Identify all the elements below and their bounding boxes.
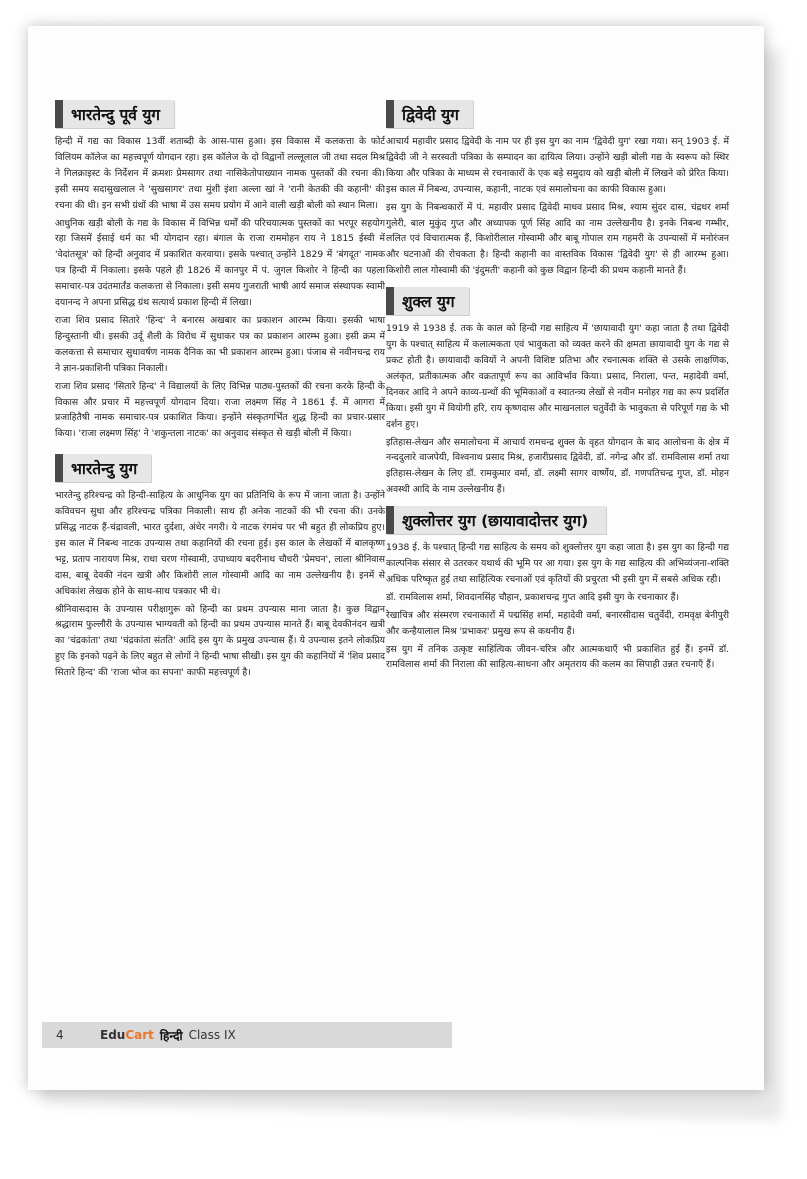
- paragraph: इस युग के निबन्धकारों में पं. महावीर प्रसाद द्विवेदी माधव प्रसाद मिश्र, श्याम सुंदर दास, चंद्रधर शर्मा गुलेरी, बाल मुकुंद गुप्त और अध्यापक पूर्ण सिंह आदि का नाम उल्लेखनीय है। इनके निबन्ध गम्भीर, ललित एवं विचारात्मक हैं, किशोरीलाल गोस्वामी और बाबू गोपाल राम गहमरी के उपन्यासों में मनोरंजन और घटनाओं की रोचकता है। हिन्दी कहानी का वास्तविक विकास 'द्विवेदी युग' से ही आरम्भ हुआ। किशोरी लाल गोस्वामी की 'इंदुमती' कहानी को कुछ विद्वान हिन्दी की प्रथम कहानी मानते हैं।: [386, 201, 729, 277]
- brand-part-b: Cart: [125, 1028, 154, 1042]
- section-heading-bhartendu: भारतेन्दु युग: [55, 454, 151, 482]
- paragraph: आधुनिक खड़ी बोली के गद्य के विकास में विभिन्न धर्मों की परिचयात्मक पुस्तकों का भरपूर सहयोग रहा जिसमें ईसाई धर्म का भी योगदान रहा। बंगाल के राजा राममोहन राय ने 1815 ईस्वी में 'वेदांतसूत्र' को हिन्दी अनुवाद में प्रकाशित करवाया। इसके पश्चात् उन्होंने 1829 में 'बंगदूत' नामक पत्र हिन्दी में निकाला। इसके पहले ही 1826 में कानपुर में पं. जुगल किशोर ने हिन्दी का पहला समाचार-पत्र उदंतमार्तंड कलकत्ता से निकाला। इसी समय गुजराती भाषी आर्य समाज संस्थापक स्वामी दयानन्द ने अपना प्रसिद्ध ग्रंथ सत्यार्थ प्रकाश हिन्दी में लिखा।: [55, 217, 385, 309]
- section-heading-dwivedi: द्विवेदी युग: [386, 100, 473, 128]
- paragraph: राजा शिव प्रसाद सितारे 'हिन्द' ने बनारस अखबार का प्रकाशन आरम्भ किया। इसकी भाषा हिन्दुस्तानी थी। इसकी उर्दू शैली के विरोध में सुधाकर पत्र का प्रकाशन आरम्भ हुआ। इसी क्रम में कलकत्ता से समाचार सुधावर्षण नामक दैनिक का भी प्रकाशन आरम्भ हुआ। पंजाब से नवीनचन्द्र राय ने ज्ञान-प्रकाशिनी पत्रिका निकाली।: [55, 314, 385, 374]
- paragraph: रेखाचित्र और संस्मरण रचनाकारों में पद्मसिंह शर्मा, महादेवी वर्मा, बनारसीदास चतुर्वेदी, रामवृक्ष बेनीपुरी और कन्हैयालाल मिश्र 'प्रभाकर' प्रमुख रूप से कथनीय हैं।: [386, 609, 729, 637]
- left-column: [55, 94, 385, 683]
- page-footer: [42, 1022, 452, 1048]
- brand-part-a: Edu: [100, 1028, 126, 1042]
- paragraph: 1938 ई. के पश्चात् हिन्दी गद्य साहित्य के समय को शुक्लोत्तर युग कहा जाता है। इस युग का हिन्दी गद्य काल्पनिक संसार से उतरकर यथार्थ की भूमि पर आ गया। इस युग के गद्य साहित्य की अभिव्यंजना-शक्ति अधिक परिष्कृत हुई तथा साहित्यिक रचनाओं एवं कृतियों की प्रचुरता भी इसी युग में सबसे अधिक रही।: [386, 542, 729, 585]
- paragraph: इस युग में तनिक उत्कृष्ट साहित्यिक जीवन-चरित्र और आत्मकथाएँ भी प्रकाशित हुई हैं। इनमें डॉ. रामविलास शर्मा की निराला की साहित्य-साधना और अमृतराय की कलम का सिपाही उन्नत रचनाएँ हैं।: [386, 643, 729, 671]
- subject-label: हिन्दी: [159, 1028, 183, 1043]
- section-heading-shukla: शुक्ल युग: [386, 287, 469, 315]
- paragraph: श्रीनिवासदास के उपन्यास परीक्षागुरू को हिन्दी का प्रथम उपन्यास माना जाता है। कुछ विद्वान श्रद्धाराम फुल्लौरी के उपन्यास भाग्यवती को हिन्दी का प्रथम उपन्यास मानते हैं। बाबू देवकीनंदन खत्री का 'चंद्रकांता' तथा 'चंद्रकांता संतति' आदि इस युग के प्रमुख उपन्यास हैं। ये उपन्यास इतने लोकप्रिय हुए कि इनको पढ़ने के लिए बहुत से लोगों ने हिन्दी भाषा सीखी। इस युग की कहानियों में 'शिव प्रसाद सितारे हिन्द' की 'राजा भोज का सपना' काफी महत्त्वपूर्ण है।: [55, 603, 385, 679]
- section-heading-bhartendu-purv: भारतेन्दु पूर्व युग: [55, 100, 174, 128]
- paragraph: 1919 से 1938 ई. तक के काल को हिन्दी गद्य साहित्य में 'छायावादी युग' कहा जाता है तथा द्विवेदी युग के पश्चात् साहित्य में कलात्मकता एवं भावुकता को व्यक्त करने की क्षमता छायावादी युग के गद्य से प्रकट होती है। छायावादी कवियों ने अपनी विशिष्ट प्रतिभा और रचनात्मक शक्ति से उसके लाक्षणिक, अलंकृत, प्रतीकात्मक और वक्रतापूर्ण रूप का आविर्भाव किया। प्रसाद, निराला, पन्त, महादेवी वर्मा, दिनकर आदि ने अपने काव्य-ग्रन्थों की भूमिकाओं व स्वातन्त्र्य लेखों से नवीन मनोहर गद्य का रूप प्रदर्शित किया। इसी युग में वियोगी हरि, राय कृष्णदास और माखनलाल चतुर्वेदी के भावुकता से परिपूर्ण गद्य के भी दर्शन हुए।: [386, 323, 729, 430]
- paragraph: इतिहास-लेखन और समालोचना में आचार्य रामचन्द्र शुक्ल के वृहत योगदान के बाद आलोचना के क्षेत्र में नन्ददुलारे वाजपेयी, विश्वनाथ प्रसाद मिश्र, हजारीप्रसाद द्विवेदी, डॉ. नगेन्द्र और डॉ. रामविलास शर्मा तथा इतिहास-लेखन के लिए डॉ. रामकुमार वर्मा, डॉ. लक्ष्मी सागर वार्ष्णेय, डॉ. गणपतिचन्द्र गुप्त, डॉ. मोहन अवस्थी आदि के नाम उल्लेखनीय हैं।: [386, 436, 729, 496]
- paragraph: भारतेन्दु हरिश्चन्द्र को हिन्दी-साहित्य के आधुनिक युग का प्रतिनिधि के रूप में जाना जाता है। उन्होंने कविवचन सुधा और हरिश्चन्द्र पत्रिका निकाली। साथ ही अनेक नाटकों की भी रचना की। उनके प्रसिद्ध नाटक हैं-चंद्रावली, भारत दुर्दशा, अंधेर नगरी। ये नाटक रंगमंच पर भी बहुत ही लोकप्रिय हुए। इस काल में निबन्ध नाटक उपन्यास तथा कहानियों की रचना हुई। इस काल के लेखकों में बालकृष्ण भट्ट, प्रताप नारायण मिश्र, राधा चरण गोस्वामी, उपाध्याय बदरीनाथ चौधरी 'प्रेमघन', लाला श्रीनिवास दास, बाबू देवकी नंदन खत्री और किशोरी लाल गोस्वामी आदि का नाम उल्लेखनीय है। इनमें से अधिकांश लेखक होने के साथ-साथ पत्रकार भी थे।: [55, 490, 385, 597]
- brand-logo: [100, 1028, 154, 1042]
- paragraph: डॉ. रामविलास शर्मा, शिवदानसिंह चौहान, प्रकाशचन्द्र गुप्त आदि इसी युग के रचनाकार हैं।: [386, 591, 679, 603]
- paragraph: आचार्य महावीर प्रसाद द्विवेदी के नाम पर ही इस युग का नाम 'द्विवेदी युग' रखा गया। सन् 1903 ई. में द्विवेदी जी ने सरस्वती पत्रिका के सम्पादन का दायित्व लिया। उन्होंने खड़ी बोली गद्य के स्वरूप को स्थिर किया और पत्रिका के माध्यम से रचनाकारों के एक बड़े समुदाय को खड़ी बोली में लिखने को प्रेरित किया। इस काल में निबन्ध, उपन्यास, कहानी, नाटक एवं समालोचना का काफी विकास हुआ।: [386, 136, 729, 195]
- paragraph: हिन्दी में गद्य का विकास 13वीं शताब्दी के आस-पास हुआ। इस विकास में कलकत्ता के फोर्ट विलियम कॉलेज का महत्त्वपूर्ण योगदान रहा। इस कॉलेज के दो विद्वानों लल्लूलाल जी तथा सदल मिश्र ने गिलक्राइस्ट के निर्देशन में क्रमशः प्रेमसागर तथा नासिकेतोपाख्यान नामक पुस्तकों की रचना की। इसी समय सदासुखलाल ने 'सुखसागर' तथा मुंशी इंशा अल्ला खां ने 'रानी केतकी की कहानी' की रचना की थी। इन सभी ग्रंथों की भाषा में उस समय प्रयोग में आने वाली खड़ी बोली को स्थान मिला।: [55, 136, 385, 211]
- book-page: [28, 26, 764, 1090]
- page-number: 4: [56, 1028, 64, 1042]
- right-column: [386, 94, 729, 675]
- section-heading-shuklottar: शुक्लोत्तर युग (छायावादोत्तर युग): [386, 506, 606, 534]
- paragraph: राजा शिव प्रसाद 'सितारे हिन्द' ने विद्यालयों के लिए विभिन्न पाठ्य-पुस्तकों की रचना करके हिन्दी के विकास और प्रचार में महत्त्वपूर्ण योगदान दिया। राजा लक्ष्मण सिंह ने 1861 ई. में आगरा में प्रजाहितैषी नामक समाचार-पत्र प्रकाशित किया। इन्होंने संस्कृतगर्भित शुद्ध हिन्दी का प्रचार-प्रसार किया। 'राजा लक्ष्मण सिंह' ने 'शकुन्तला नाटक' का अनुवाद संस्कृत से खड़ी बोली में किया।: [55, 380, 385, 440]
- class-label: Class IX: [188, 1028, 236, 1042]
